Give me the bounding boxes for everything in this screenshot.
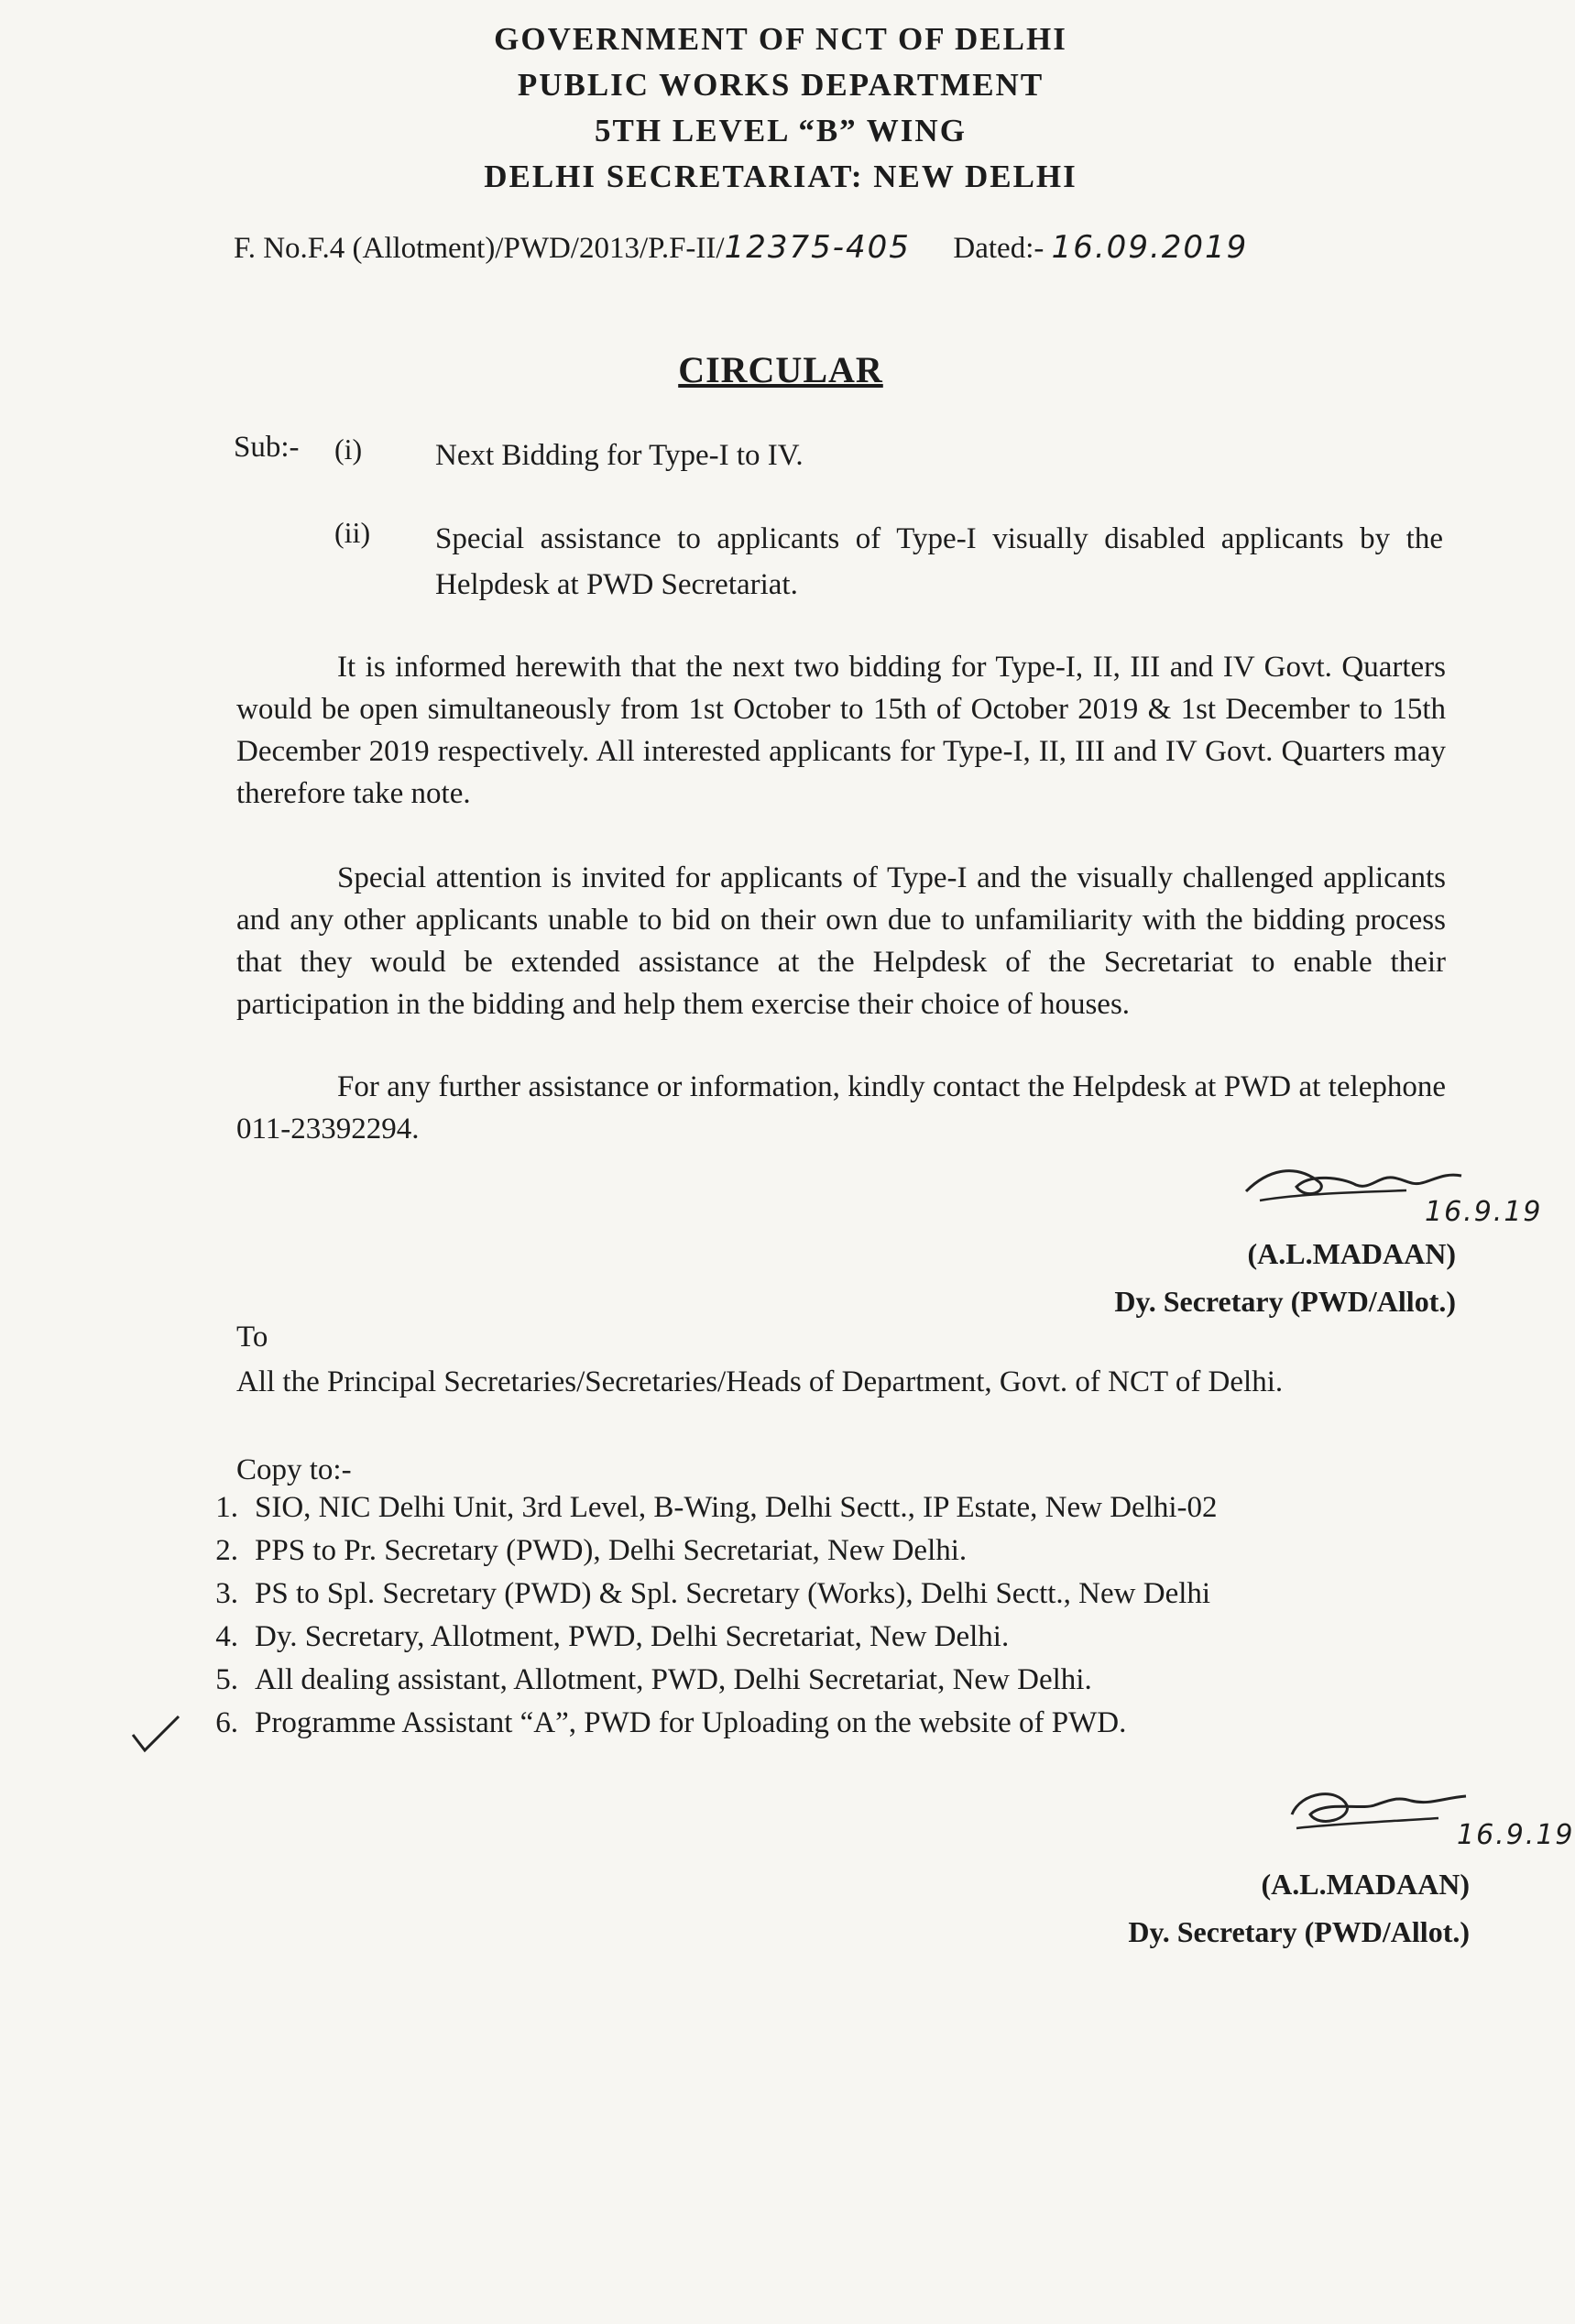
subject-item-1-number: (i) (334, 433, 363, 466)
copy-to-list (156, 1486, 1475, 1745)
signatory-designation-1: Dy. Secretary (PWD/Allot.) (1114, 1285, 1456, 1318)
list-item: 4. Dy. Secretary, Allotment, PWD, Delhi Secretariat, New Delhi. (215, 1620, 1010, 1653)
handwritten-date: 16.09.2019 (1051, 229, 1249, 266)
handwritten-file-number: 12375-405 (724, 229, 911, 266)
subject-label: Sub:- (234, 431, 300, 464)
letterhead (0, 16, 1561, 200)
list-item: 3. PS to Spl. Secretary (PWD) & Spl. Secretary (Works), Delhi Sectt., New Delhi (215, 1577, 1211, 1610)
copy-to-label: Copy to:- (236, 1453, 352, 1486)
signature-2-date: 16.9.19 (1457, 1819, 1575, 1851)
signature-block-1 (1114, 1230, 1456, 1325)
subject-item-2-text: Special assistance to applicants of Type-I visually disabled applicants by the Helpdesk at PWD Secretariat. (435, 522, 1443, 601)
file-number-prefix: F. No.F.4 (Allotment)/PWD/2013/P.F-II/ (234, 232, 725, 265)
header-line-3: 5TH LEVEL “B” WING (595, 113, 967, 148)
to-label: To (236, 1321, 268, 1354)
signature-mark-2 (1283, 1778, 1484, 1851)
signature-1-date: 16.9.19 (1425, 1196, 1543, 1228)
subject-item-2-number: (ii) (334, 516, 371, 549)
signatory-name-1: (A.L.MADAAN) (1247, 1237, 1456, 1270)
signatory-name-2: (A.L.MADAAN) (1261, 1868, 1470, 1901)
list-item: 6. Programme Assistant “A”, PWD for Uploading on the website of PWD. (215, 1706, 1127, 1739)
recipient-text: All the Principal Secretaries/Secretaries/Heads of Department, Govt. of NCT of Delhi. (236, 1365, 1284, 1398)
file-reference (234, 229, 1248, 266)
list-item: 5. All dealing assistant, Allotment, PWD, Delhi Secretariat, New Delhi. (215, 1663, 1092, 1696)
header-line-1: GOVERNMENT OF NCT OF DELHI (494, 21, 1067, 57)
list-item: 1. SIO, NIC Delhi Unit, 3rd Level, B-Wing, Delhi Sectt., IP Estate, New Delhi-02 (215, 1491, 1218, 1524)
signature-block-2 (1128, 1860, 1470, 1956)
header-line-4: DELHI SECRETARIAT: NEW DELHI (484, 159, 1077, 194)
list-item: 2. PPS to Pr. Secretary (PWD), Delhi Secretariat, New Delhi. (215, 1534, 968, 1567)
subject-item-1-text: Next Bidding for Type-I to IV. (435, 439, 804, 472)
dated-label: Dated:- (953, 232, 1045, 265)
body-paragraph-3: For any further assistance or information, kindly contact the Helpdesk at PWD at telephone 011-23392294. (236, 1070, 1446, 1146)
page-title: CIRCULAR (678, 349, 883, 390)
body-paragraph-2: Special attention is invited for applicants of Type-I and the visually challenged applicants and any other applicants unable to bid on their own due to unfamiliarity with the bidding process that they would be extended assistance at the Helpdesk of the Secretariat to enable their participation in the bidding and help them exercise their choice of houses. (236, 861, 1446, 1021)
header-line-2: PUBLIC WORKS DEPARTMENT (517, 67, 1045, 103)
signatory-designation-2: Dy. Secretary (PWD/Allot.) (1128, 1915, 1470, 1948)
body-paragraph-1: It is informed herewith that the next two bidding for Type-I, II, III and IV Govt. Quarters would be open simultaneously from 1st October to 15th of October 2019 & 1st December to 15th December 2019 respectively. All interested applicants for Type-I, II, III and IV Govt. Quarters may therefore take note. (236, 651, 1446, 810)
